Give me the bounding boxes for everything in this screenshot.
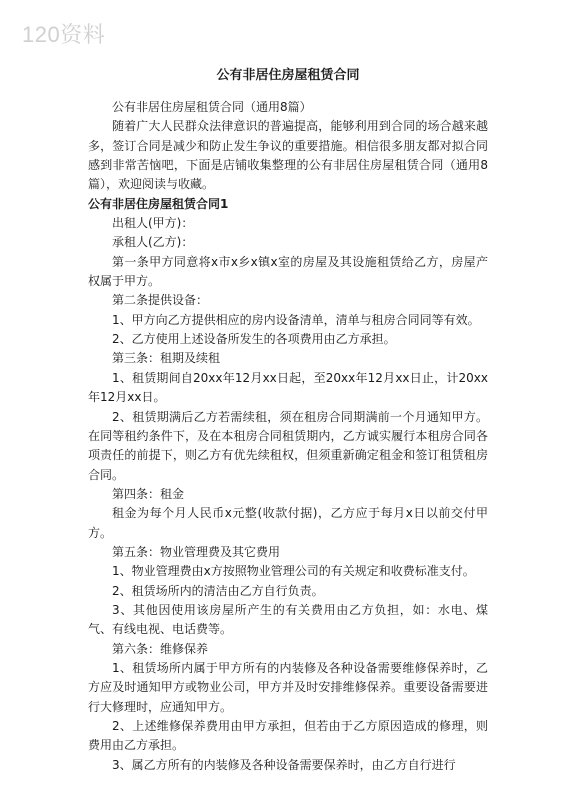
paragraph: 1、租赁场所内属于甲方所有的内装修及各种设备需要维修保养时，乙方应及时通知甲方或物业公司，甲方并及时安排维修保养。重要设备需要进行大修理时，应通知甲方。	[88, 660, 488, 714]
paragraph: 公有非居住房屋租赁合同（通用8篇）	[112, 100, 312, 114]
paragraph: 第五条：物业管理费及其它费用	[112, 544, 281, 559]
paragraph: 3、属乙方所有的内装修及各种设备需要保养时，由乙方自行进行	[112, 757, 456, 772]
paragraph: 1、甲方向乙方提供相应的房内设备清单，清单与租房合同同等有效。	[112, 312, 480, 327]
paragraph: 第三条：租期及续租	[112, 351, 221, 366]
paragraph: 1、租赁期间自20xx年12月xx日起，至20xx年12月xx日止，计20xx年12月xx日。	[88, 370, 488, 405]
paragraph: 2、乙方使用上述设备所发生的各项费用由乙方承担。	[112, 332, 396, 347]
paragraph: 2、租赁期满后乙方若需续租，须在租房合同期满前一个月通知甲方。在同等租约条件下，及在本租房合同租赁期内，乙方诚实履行本租房合同各项责任的前提下，则乙方有优先续租权，但须重新确定租金和签订租赁租房合同。	[88, 409, 488, 482]
paragraph: 1、物业管理费由x方按照物业管理公司的有关规定和收费标准支付。	[112, 564, 475, 579]
paragraph: 承租人(乙方)：	[112, 235, 194, 250]
paragraph: 出租人(甲方)：	[112, 216, 194, 231]
paragraph: 2、上述维修保养费用由甲方承担，但若由于乙方原因造成的修理，则费用由乙方承担。	[88, 719, 488, 753]
paragraph: 第六条：维修保养	[112, 641, 209, 656]
document-body	[88, 98, 488, 775]
paragraph: 租金为每个月人民币x元整(收款付据)，乙方应于每月x日以前交付甲方。	[88, 506, 488, 540]
paragraph: 第一条甲方同意将x市x乡x镇x室的房屋及其设施租赁给乙方，房屋产权属于甲方。	[88, 254, 488, 289]
paragraph: 3、其他因使用该房屋所产生的有关费用由乙方负担，如：水电、煤气、有线电视、电话费等。	[88, 602, 488, 637]
watermark: 120资料	[22, 22, 106, 47]
paragraph: 随着广大人民群众法律意识的普遍提高，能够利用到合同的场合越来越多，签订合同是减少和防止发生争议的重要措施。相信很多朋友都对拟合同感到非常苦恼吧，下面是店铺收集整理的公有非居住房屋租赁合同（通用8篇），欢迎阅读与收藏。	[88, 119, 488, 192]
paragraph: 第二条提供设备：	[112, 293, 209, 308]
document-title: 公有非居住房屋租赁合同	[216, 68, 360, 83]
paragraph: 第四条：租金	[112, 486, 185, 501]
paragraph: 2、租赁场所内的清洁由乙方自行负责。	[112, 583, 324, 598]
section-heading: 公有非居住房屋租赁合同1	[88, 196, 229, 211]
